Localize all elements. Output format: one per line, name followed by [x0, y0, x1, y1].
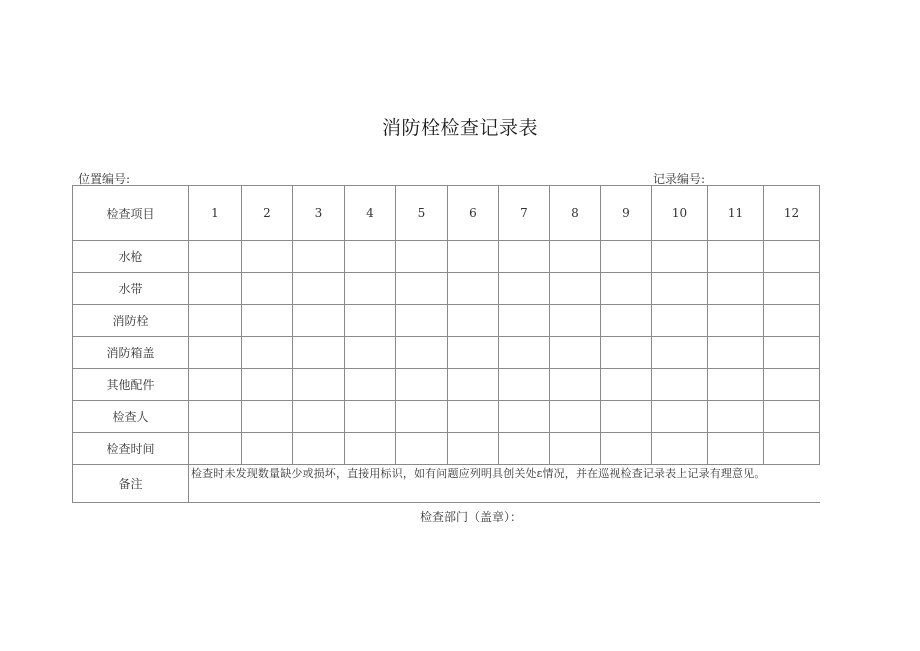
entry-cell[interactable] [242, 401, 293, 433]
entry-cell[interactable] [601, 241, 652, 273]
entry-cell[interactable] [189, 369, 242, 401]
row-label-cell: 水带 [73, 273, 189, 305]
entry-cell[interactable] [601, 369, 652, 401]
column-header-6: 6 [448, 186, 499, 241]
entry-cell[interactable] [550, 433, 601, 465]
entry-cell[interactable] [448, 369, 499, 401]
header-label-cell: 检查项目 [73, 186, 189, 241]
column-header-12: 12 [764, 186, 820, 241]
entry-cell[interactable] [499, 401, 550, 433]
entry-cell[interactable] [652, 305, 708, 337]
remarks-label-cell: 备注 [73, 465, 189, 503]
column-header-2: 2 [242, 186, 293, 241]
entry-cell[interactable] [652, 273, 708, 305]
entry-cell[interactable] [499, 305, 550, 337]
remarks-text-cell [189, 465, 820, 503]
entry-cell[interactable] [242, 273, 293, 305]
remarks-row [73, 465, 820, 503]
entry-cell[interactable] [708, 241, 764, 273]
entry-cell[interactable] [764, 305, 820, 337]
entry-cell[interactable] [601, 273, 652, 305]
entry-cell[interactable] [708, 401, 764, 433]
entry-cell[interactable] [345, 337, 396, 369]
entry-cell[interactable] [189, 273, 242, 305]
entry-cell[interactable] [499, 433, 550, 465]
entry-cell[interactable] [293, 401, 345, 433]
entry-cell[interactable] [448, 433, 499, 465]
entry-cell[interactable] [242, 433, 293, 465]
entry-cell[interactable] [550, 337, 601, 369]
entry-cell[interactable] [293, 369, 345, 401]
column-header-1: 1 [189, 186, 242, 241]
row-label-cell: 消防箱盖 [73, 337, 189, 369]
column-header-7: 7 [499, 186, 550, 241]
table-row [73, 337, 820, 369]
table-row [73, 433, 820, 465]
entry-cell[interactable] [242, 369, 293, 401]
entry-cell[interactable] [652, 401, 708, 433]
column-header-10: 10 [652, 186, 708, 241]
entry-cell[interactable] [764, 241, 820, 273]
table-row [73, 273, 820, 305]
entry-cell[interactable] [396, 401, 448, 433]
entry-cell[interactable] [448, 401, 499, 433]
entry-cell[interactable] [652, 369, 708, 401]
table-row [73, 305, 820, 337]
entry-cell[interactable] [652, 433, 708, 465]
entry-cell[interactable] [345, 401, 396, 433]
entry-cell[interactable] [550, 369, 601, 401]
entry-cell[interactable] [550, 305, 601, 337]
entry-cell[interactable] [708, 369, 764, 401]
entry-cell[interactable] [242, 241, 293, 273]
entry-cell[interactable] [499, 337, 550, 369]
entry-cell[interactable] [396, 273, 448, 305]
entry-cell[interactable] [601, 337, 652, 369]
entry-cell[interactable] [764, 369, 820, 401]
table-row [73, 241, 820, 273]
entry-cell[interactable] [396, 337, 448, 369]
row-label-cell: 检查时间 [73, 433, 189, 465]
table-row [73, 401, 820, 433]
entry-cell[interactable] [708, 305, 764, 337]
row-label-cell: 其他配件 [73, 369, 189, 401]
entry-cell[interactable] [396, 369, 448, 401]
entry-cell[interactable] [396, 241, 448, 273]
entry-cell[interactable] [396, 305, 448, 337]
entry-cell[interactable] [345, 241, 396, 273]
entry-cell[interactable] [652, 337, 708, 369]
entry-cell[interactable] [652, 241, 708, 273]
entry-cell[interactable] [499, 273, 550, 305]
inspection-table [72, 185, 820, 503]
entry-cell[interactable] [189, 337, 242, 369]
column-header-11: 11 [708, 186, 764, 241]
remarks-text: 检查时未发现数量缺少或损坏，直接用标识，如有问题应列明具创关处ε情况，并在巡视检查记录表上记录有理意见。 [191, 467, 766, 480]
column-header-5: 5 [396, 186, 448, 241]
entry-cell[interactable] [189, 241, 242, 273]
column-header-4: 4 [345, 186, 396, 241]
entry-cell[interactable] [189, 433, 242, 465]
entry-cell[interactable] [764, 337, 820, 369]
row-label-cell: 消防栓 [73, 305, 189, 337]
entry-cell[interactable] [448, 337, 499, 369]
entry-cell[interactable] [293, 433, 345, 465]
entry-cell[interactable] [293, 241, 345, 273]
entry-cell[interactable] [499, 369, 550, 401]
entry-cell[interactable] [550, 401, 601, 433]
entry-cell[interactable] [499, 241, 550, 273]
page-title: 消防栓检查记录表 [381, 117, 538, 139]
entry-cell[interactable] [601, 433, 652, 465]
entry-cell[interactable] [448, 241, 499, 273]
entry-cell[interactable] [764, 401, 820, 433]
entry-cell[interactable] [448, 273, 499, 305]
inspection-department-stamp-label: 检查部门（盖章）： [420, 510, 523, 524]
entry-cell[interactable] [345, 433, 396, 465]
entry-cell[interactable] [293, 305, 345, 337]
entry-cell[interactable] [708, 337, 764, 369]
record-number-label: 记录编号: [653, 172, 706, 186]
entry-cell[interactable] [242, 337, 293, 369]
column-header-9: 9 [601, 186, 652, 241]
row-label-cell: 检查人 [73, 401, 189, 433]
position-number-label: 位置编号: [78, 172, 131, 186]
entry-cell[interactable] [708, 273, 764, 305]
entry-cell[interactable] [601, 305, 652, 337]
entry-cell[interactable] [764, 273, 820, 305]
entry-cell[interactable] [396, 433, 448, 465]
column-header-8: 8 [550, 186, 601, 241]
entry-cell[interactable] [550, 241, 601, 273]
column-header-3: 3 [293, 186, 345, 241]
entry-cell[interactable] [189, 305, 242, 337]
entry-cell[interactable] [601, 401, 652, 433]
entry-cell[interactable] [764, 433, 820, 465]
row-label-cell: 水枪 [73, 241, 189, 273]
entry-cell[interactable] [189, 401, 242, 433]
entry-cell[interactable] [293, 337, 345, 369]
entry-cell[interactable] [345, 369, 396, 401]
entry-cell[interactable] [448, 305, 499, 337]
entry-cell[interactable] [345, 305, 396, 337]
table-header-row [73, 186, 820, 241]
entry-cell[interactable] [708, 433, 764, 465]
entry-cell[interactable] [293, 273, 345, 305]
table-row [73, 369, 820, 401]
entry-cell[interactable] [550, 273, 601, 305]
entry-cell[interactable] [345, 273, 396, 305]
entry-cell[interactable] [242, 305, 293, 337]
